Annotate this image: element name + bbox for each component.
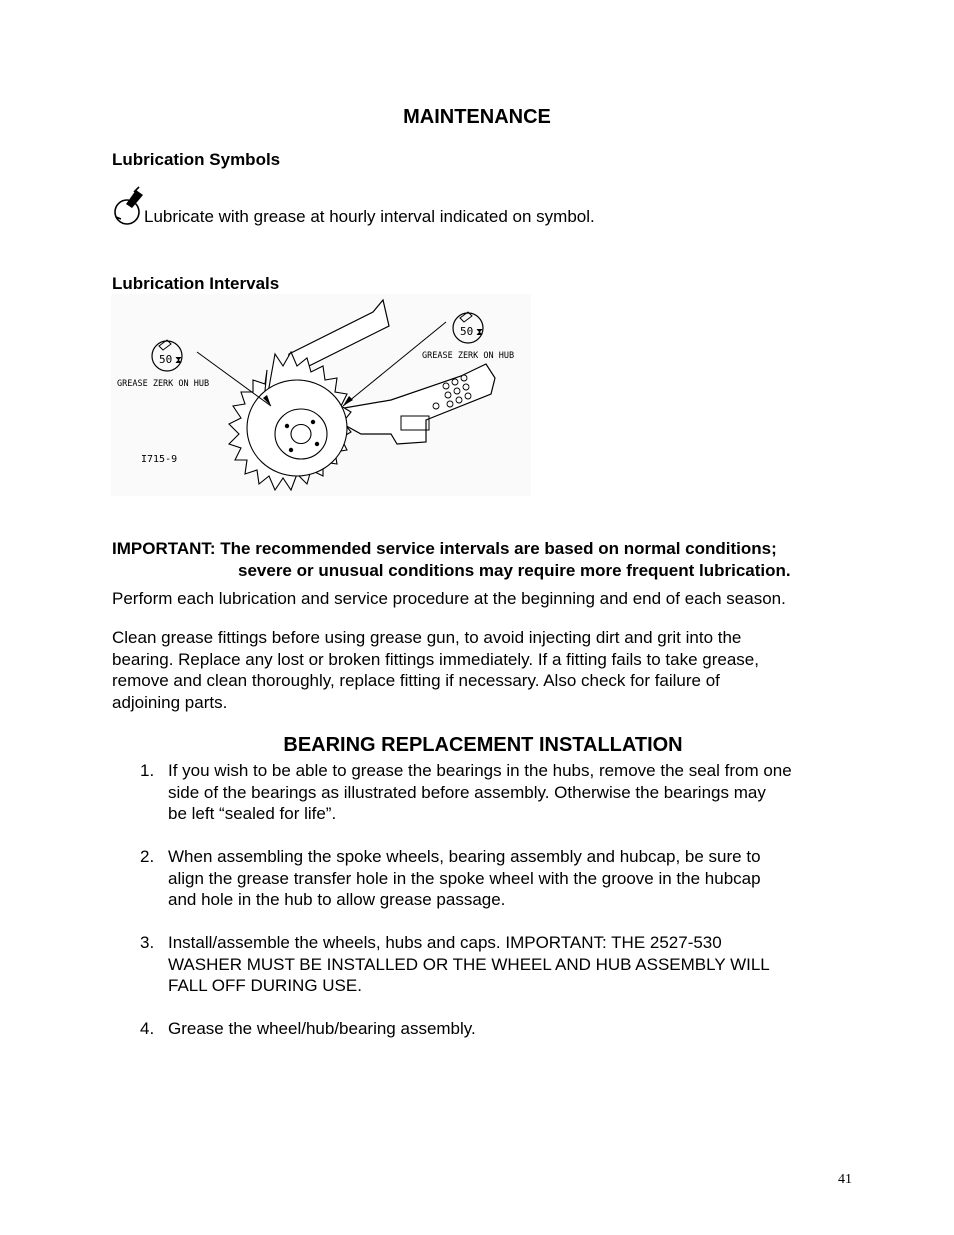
important-line-1: IMPORTANT: The recommended service intervals are based on normal conditions; xyxy=(112,539,777,558)
right-callout-label: GREASE ZERK ON HUB xyxy=(422,351,515,361)
step-number: 3. xyxy=(140,933,155,952)
lubrication-symbol-text: Lubricate with grease at hourly interval indicated on symbol. xyxy=(144,207,595,226)
step-text: Install/assemble the wheels, hubs and caps. IMPORTANT: THE 2527-530 WASHER MUST BE INSTALLED OR THE WHEEL AND HUB ASSEMBLY WILL FALL OFF DURING USE. xyxy=(168,933,770,995)
paragraph-line: bearing. Replace any lost or broken fittings immediately. If a fitting fails to take grease, xyxy=(112,649,759,669)
list-item xyxy=(140,846,860,911)
step-text: Grease the wheel/hub/bearing assembly. xyxy=(168,1019,476,1038)
right-symbol-hours: 50 xyxy=(460,325,474,338)
paragraph-line: Clean grease fittings before using grease gun, to avoid injecting dirt and grit into the xyxy=(112,628,742,647)
lubrication-symbols-heading: Lubrication Symbols xyxy=(112,150,281,169)
step-text: If you wish to be able to grease the bearings in the hubs, remove the seal from one side of the bearings as illustrated before assembly. Otherwise the bearings may be left “sealed for life”. xyxy=(168,761,792,823)
lubrication-symbol-row xyxy=(112,186,595,226)
left-symbol-hours: 50 xyxy=(159,353,173,366)
left-callout-label: GREASE ZERK ON HUB xyxy=(117,379,210,389)
list-item xyxy=(140,760,860,825)
paragraph-line: remove and clean thoroughly, replace fitting if necessary. Also check for failure of xyxy=(112,671,720,690)
step-number: 4. xyxy=(140,1019,155,1038)
list-item xyxy=(140,932,860,997)
figure-id: I715-9 xyxy=(141,454,178,465)
svg-text:⧗: ⧗ xyxy=(476,327,484,338)
page-title: MAINTENANCE xyxy=(403,106,551,128)
season-paragraph: Perform each lubrication and service procedure at the beginning and end of each season. xyxy=(112,589,786,608)
list-item xyxy=(140,1018,860,1040)
bearing-steps-list xyxy=(140,760,860,1061)
grease-fittings-paragraph xyxy=(112,627,759,713)
step-number: 2. xyxy=(140,847,155,866)
page-number: 41 xyxy=(838,1172,852,1187)
important-line-2: severe or unusual conditions may require more frequent lubrication. xyxy=(238,560,791,580)
lubrication-intervals-heading: Lubrication Intervals xyxy=(112,274,280,293)
step-text: When assembling the spoke wheels, bearing assembly and hubcap, be sure to align the grease transfer hole in the spoke wheel with the groove in the hubcap and hole in the hub to allow grease passage. xyxy=(168,847,761,909)
paragraph-line: adjoining parts. xyxy=(112,692,228,712)
lubrication-interval-figure xyxy=(111,294,531,496)
bearing-section-heading: BEARING REPLACEMENT INSTALLATION xyxy=(283,734,683,756)
svg-text:⧗: ⧗ xyxy=(175,355,183,366)
step-number: 1. xyxy=(140,761,155,780)
important-notice xyxy=(112,538,791,581)
grease-gun-icon xyxy=(112,186,146,226)
